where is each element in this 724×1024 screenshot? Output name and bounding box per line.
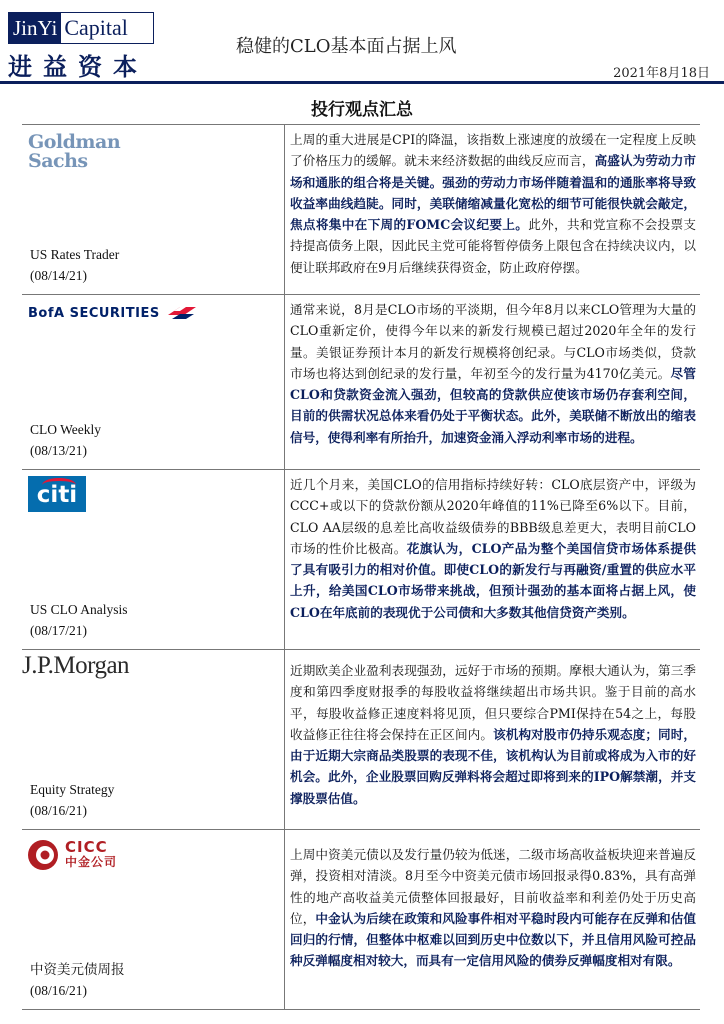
table-row-goldman-sachs bbox=[22, 125, 700, 295]
highlight-text: 中金认为后续在政策和风险事件相对平稳时段内可能存在反弹和估值回归的行情，但整体中枢难以回到历史中位数以下，并且信用风险可控品种反弹幅度相对较大，而具有一定信用风险的债券反弹幅度相对有限。 bbox=[290, 910, 697, 969]
highlight-text: 花旗认为，CLO产品为整个美国信贷市场体系提供了具有吸引力的相对价值。即使CLO的新发行与再融资/重置的供应水平上升，给美国CLO市场带来挑战，但预计强劲的基本面将占据上风，使CLO在年底前的表现优于公司债和大多数其他信贷资产类别。 bbox=[290, 540, 696, 620]
table-row-jp-morgan bbox=[22, 650, 700, 830]
source-label bbox=[30, 244, 119, 286]
viewpoint-text bbox=[290, 299, 696, 448]
cicc-logo-text bbox=[65, 840, 117, 870]
viewpoint-text bbox=[290, 660, 696, 809]
document-date: 2021年8月18日 bbox=[613, 66, 710, 81]
citi-arc-icon bbox=[42, 478, 76, 492]
logo-jinyi-text: JinYi bbox=[9, 13, 61, 43]
highlight-text: 高盛认为劳动力市场和通胀的组合将是关键。强劲的劳动力市场伴随着温和的通胀率将导致收益率曲线趋陡。同时，美联储缩减量化宽松的细节可能很快就会敲定，焦点将集中在下周的FOMC会议纪要上。 bbox=[290, 153, 697, 233]
plain-text: 上周的重大进展是CPI的降温，该指数上涨速度的放缓在一定程度上反映了价格压力的缓解。就未来经济数据的曲线反应而言， bbox=[290, 132, 696, 169]
header-divider bbox=[0, 81, 724, 84]
source-cell bbox=[22, 125, 285, 294]
source-label bbox=[30, 959, 125, 1001]
logo-wordmark bbox=[8, 12, 154, 44]
bofa-logo-text: BofA SECURITIES bbox=[28, 305, 160, 321]
viewpoint-text bbox=[290, 129, 696, 278]
document-title: 稳健的CLO基本面占据上风 bbox=[236, 36, 457, 57]
plain-text: 近几个月来，美国CLO的信用指标持续好转：CLO底层资产中，评级为CCC+或以下的贷款份额从2020年峰值的11%已降至6%以下。目前，CLO AA层级的息差比高收益级债券的BBB级息差更大，表明目前CLO市场的性价比极高。 bbox=[290, 477, 696, 556]
plain-text-2: 此外，共和党宣称不会投票支持提高债务上限，因此民主党可能将暂停债务上限包含在持续决议内，以便让联邦政府在9月后继续获得资金，防止政府停摆。 bbox=[290, 217, 696, 275]
viewpoint-text bbox=[290, 844, 696, 972]
goldman-sachs-logo-icon bbox=[28, 133, 120, 171]
report-date: (08/16/21) bbox=[30, 983, 87, 998]
cicc-emblem-icon bbox=[26, 838, 60, 872]
viewpoint-table bbox=[22, 124, 700, 1010]
plain-text: 上周中资美元债以及发行量仍较为低迷，二级市场高收益板块迎来普遍反弹，投资相对清淡。8月至今中资美元债市场回报录得0.83%，具有高弹性的地产高收益美元债整体回报最好，目前收益率和利差仍处于历史高位， bbox=[290, 847, 696, 926]
highlight-text: 尽管CLO和贷款资金流入强劲，但较高的贷款供应使该市场仍存套利空间，目前的供需状况总体来看仍处于平衡状态。此外，美联储不断放出的缩表信号，使得利率有所抬升，加速资金涌入浮动利率市场的进程。 bbox=[290, 365, 696, 445]
citi-logo-icon bbox=[28, 476, 86, 512]
cicc-logo-icon bbox=[26, 838, 117, 872]
source-cell bbox=[22, 830, 285, 1009]
source-cell bbox=[22, 470, 285, 649]
logo-capital-text: Capital bbox=[64, 15, 128, 40]
bofa-securities-logo-icon bbox=[28, 305, 198, 321]
source-cell bbox=[22, 295, 285, 469]
report-name: US Rates Trader bbox=[30, 247, 120, 262]
logo-chinese-name: 进益资本 bbox=[8, 52, 148, 81]
jinyi-capital-logo bbox=[8, 12, 154, 82]
table-row-bofa bbox=[22, 295, 700, 470]
goldman-logo-line-2: Sachs bbox=[28, 150, 88, 172]
report-date: (08/16/21) bbox=[30, 803, 87, 818]
report-name: 中资美元债周报 bbox=[30, 962, 125, 977]
source-label bbox=[30, 779, 114, 821]
plain-text: 通常来说，8月是CLO市场的平淡期，但今年8月以来CLO管理为大量的CLO重新定价，使得今年以来的新发行规模已超过2020年全年的发行量。美银证券预计本月的新发行规模将创纪录。与CLO市场类似，贷款市场也将达到创纪录的发行量，年初至今的发行量为4170亿美元。 bbox=[290, 302, 696, 381]
viewpoint-text bbox=[290, 474, 696, 623]
highlight-text: 该机构对股市仍持乐观态度；同时，由于近期大宗商品类股票的表现不佳，该机构认为目前或将成为入市的好机会。此外，企业股票回购反弹料将会超过即将到来的IPO解禁潮，并支撑股票估值。 bbox=[290, 726, 697, 806]
table-row-cicc bbox=[22, 830, 700, 1010]
cicc-logo-en: CICC bbox=[65, 838, 108, 856]
report-date: (08/13/21) bbox=[30, 443, 87, 458]
jp-morgan-logo-icon: J.P.Morgan bbox=[22, 652, 130, 679]
plain-text: 近期欧美企业盈利表现强劲，远好于市场的预期。摩根大通认为，第三季度和第四季度财报季的每股收益将继续超出市场共识。鉴于目前的高水平，每股收益修正速度料将见顶，但只要综合PMI保持在54之上，每股收益修正往往将会保持在正区间内。 bbox=[290, 663, 696, 742]
source-label bbox=[30, 599, 128, 641]
source-cell bbox=[22, 650, 285, 829]
citi-logo-text: citi bbox=[36, 482, 78, 508]
report-name: US CLO Analysis bbox=[30, 602, 128, 617]
bofa-flag-icon bbox=[166, 305, 198, 321]
section-title: 投行观点汇总 bbox=[311, 100, 413, 120]
report-date: (08/14/21) bbox=[30, 268, 87, 283]
report-date: (08/17/21) bbox=[30, 623, 87, 638]
source-label bbox=[30, 419, 101, 461]
cicc-logo-cn: 中金公司 bbox=[65, 855, 118, 869]
report-name: Equity Strategy bbox=[30, 782, 115, 797]
table-row-citi bbox=[22, 470, 700, 650]
goldman-logo-line-1: Goldman bbox=[28, 131, 121, 153]
report-name: CLO Weekly bbox=[30, 422, 102, 437]
